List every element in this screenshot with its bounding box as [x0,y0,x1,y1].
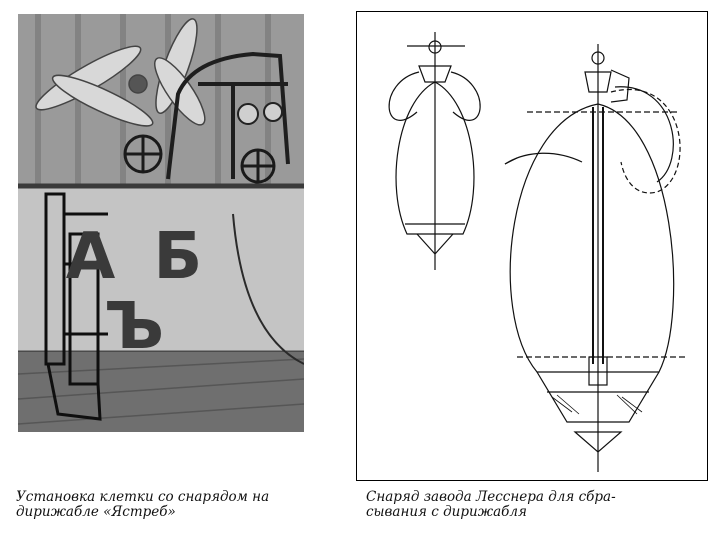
caption-line: Снаряд завода Лесснера для сбра- [366,489,616,505]
bomb-technical-drawing [357,12,706,479]
large-bomb-view [510,44,687,472]
bomb-drawing-frame [356,11,708,481]
caption-lessner-bomb [366,490,696,520]
small-bomb-view [389,32,480,270]
caption-airship-cage [16,490,316,520]
caption-line: Установка клетки со снарядом на [16,489,270,505]
hull-lettering: А Б Ъ [65,220,211,364]
caption-line: дирижабле «Ястреб» [16,504,176,520]
caption-line: сывания с дирижабля [366,504,527,520]
